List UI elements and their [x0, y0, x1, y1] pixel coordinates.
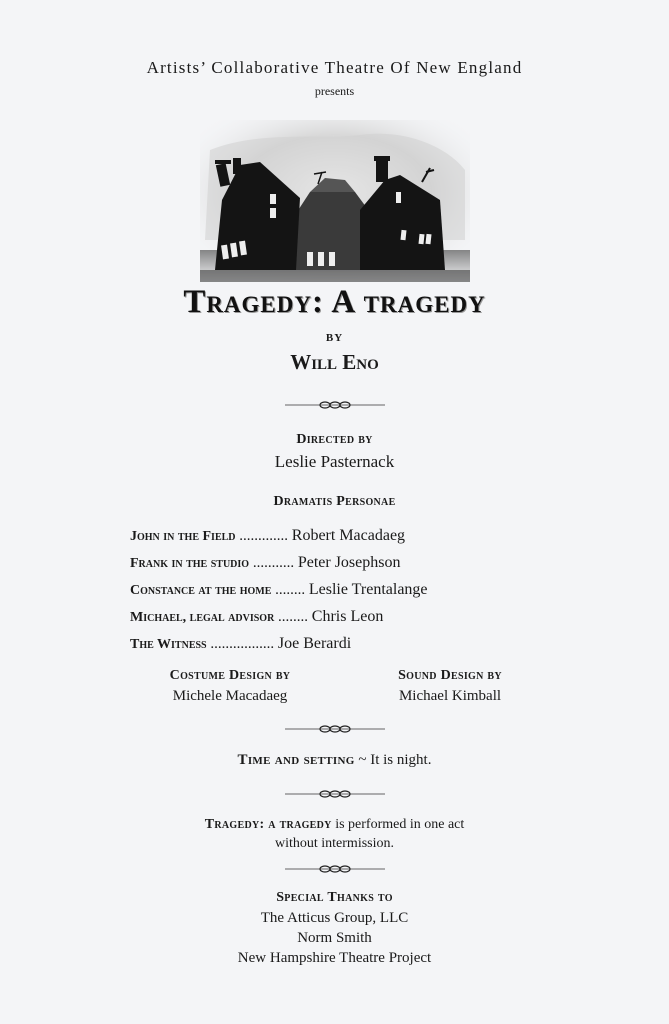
role-name: Constance at the home	[130, 583, 272, 598]
actor-name: Leslie Trentalange	[308, 581, 428, 598]
play-title: Tragedy: A tragedy	[183, 284, 486, 320]
flourish-divider	[285, 722, 385, 736]
thanks-item: The Atticus Group, LLC	[260, 910, 409, 926]
dramatis-personae-heading: Dramatis Personae	[273, 494, 396, 509]
cast-row	[130, 554, 570, 581]
crooked-houses-illustration	[200, 120, 470, 282]
leader-dots: ........	[271, 582, 306, 598]
costume-design-credit	[130, 668, 330, 705]
sound-designer-name: Michael Kimball	[398, 688, 502, 704]
by-label: BY	[325, 332, 344, 344]
performance-note	[0, 815, 669, 853]
sound-design-credit	[350, 668, 550, 705]
cast-list	[130, 527, 570, 662]
costume-designer-name: Michele Macadaeg	[172, 688, 288, 704]
leader-dots: ...........	[249, 555, 295, 571]
thanks-item: Norm Smith	[297, 930, 372, 946]
director-name: Leslie Pasternack	[274, 452, 395, 471]
role-name: The Witness	[130, 637, 207, 652]
actor-name: Robert Macadaeg	[291, 527, 406, 544]
time-setting-text: ~ It is night.	[354, 752, 432, 768]
actor-name: Peter Josephson	[297, 554, 401, 571]
performance-title: Tragedy: a tragedy	[204, 817, 332, 832]
role-name: Michael, legal advisor	[130, 610, 275, 625]
flourish-divider	[285, 862, 385, 876]
performance-line-2: without intermission.	[275, 836, 394, 851]
costume-design-label: Costume Design by	[169, 668, 291, 683]
cast-row	[130, 608, 570, 635]
role-name: John in the Field	[130, 529, 236, 544]
presenter-name: Artists’ Collaborative Theatre Of New England	[146, 58, 523, 77]
thanks-item: New Hampshire Theatre Project	[237, 950, 432, 966]
leader-dots: .............	[235, 528, 289, 544]
cast-row	[130, 581, 570, 608]
playwright-name: Will Eno	[290, 350, 379, 374]
actor-name: Joe Berardi	[277, 635, 352, 652]
cast-row	[130, 635, 570, 662]
special-thanks-heading: Special Thanks to	[276, 890, 393, 905]
actor-name: Chris Leon	[311, 608, 384, 625]
presents-text: presents	[314, 84, 355, 98]
directed-by-label: Directed by	[296, 432, 373, 447]
flourish-divider	[285, 398, 385, 412]
flourish-divider	[285, 787, 385, 801]
time-setting-label: Time and setting	[237, 752, 355, 768]
leader-dots: .................	[206, 636, 275, 652]
role-name: Frank in the studio	[130, 556, 250, 571]
time-and-setting	[0, 752, 669, 769]
cast-row	[130, 527, 570, 554]
sound-design-label: Sound Design by	[398, 668, 502, 683]
leader-dots: ........	[274, 609, 309, 625]
performance-line-1: is performed in one act	[331, 817, 465, 832]
